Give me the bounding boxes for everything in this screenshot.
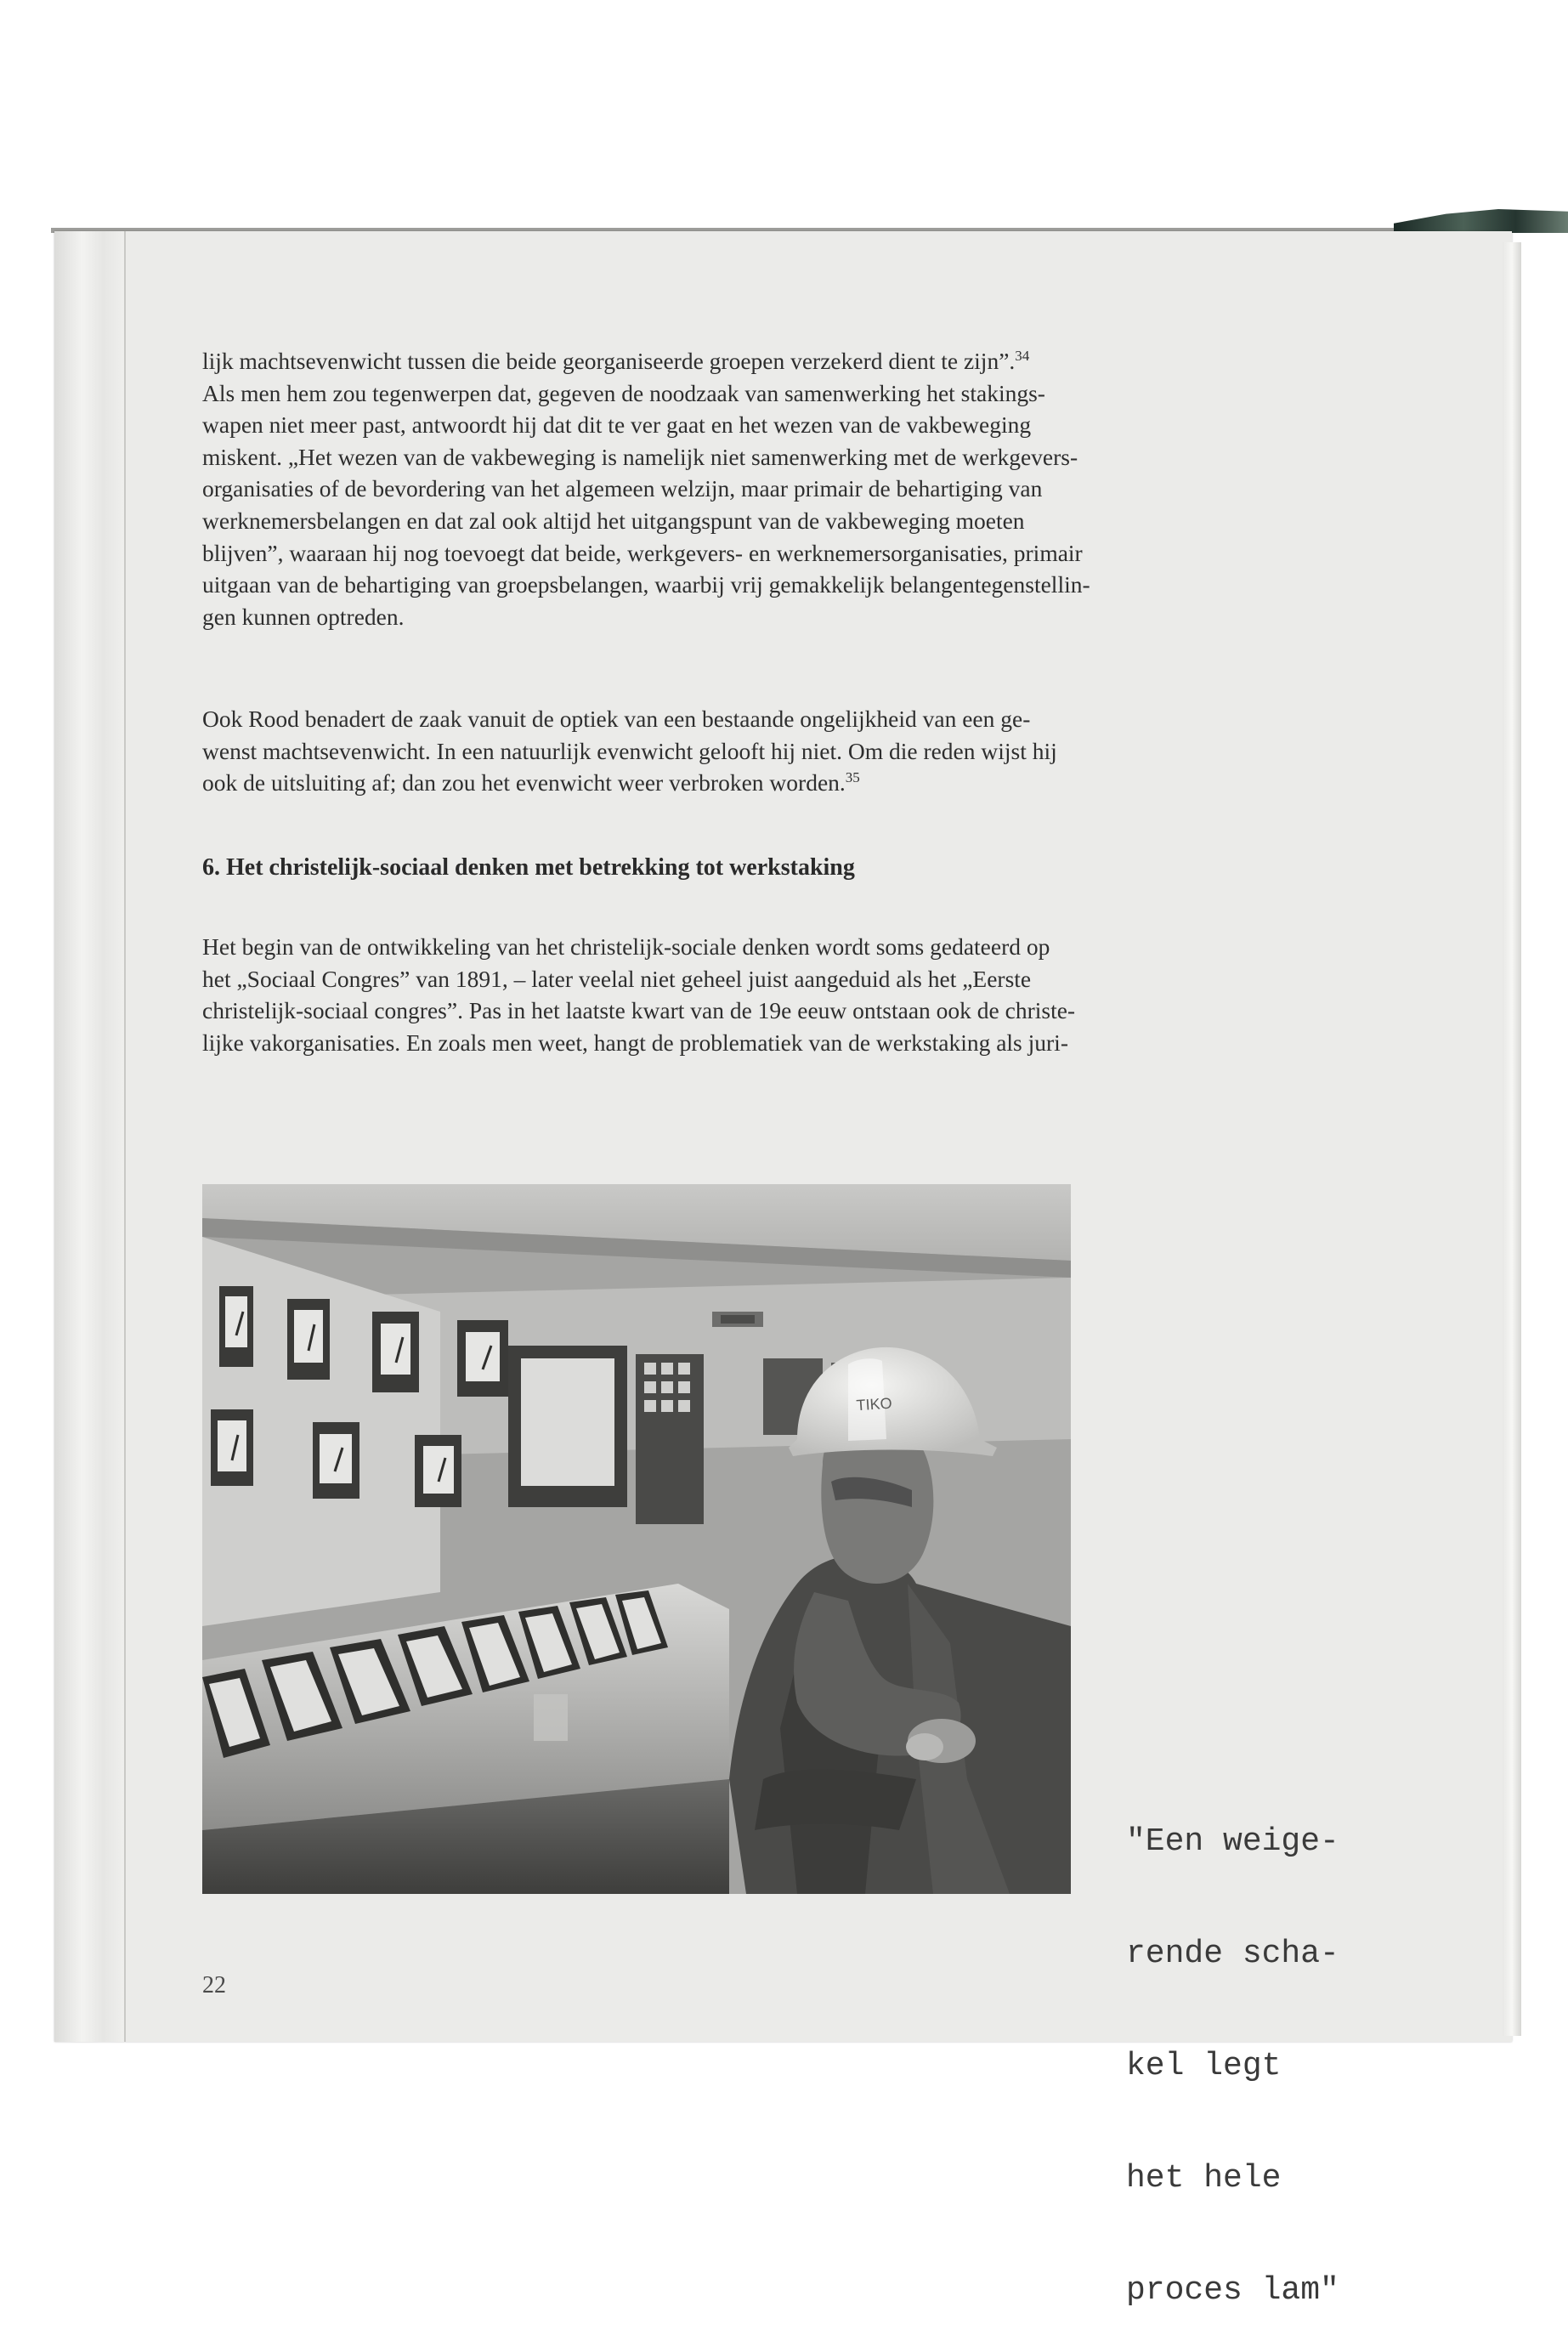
- text-line: miskent. „Het wezen van de vakbeweging is namelijk niet samenwerking met de werkgevers-: [202, 443, 1078, 470]
- text-line: christelijk-sociaal congres”. Pas in het laatste kwart van de 19e eeuw ontstaan ook de christe-: [202, 997, 1076, 1024]
- text-line: blijven”, waaraan hij nog toevoegt dat beide, werkgevers- en werknemersorganisaties, primair: [202, 539, 1083, 566]
- paragraph-christelijk-sociaal: [202, 931, 1382, 1058]
- helmet-label: TIKO: [855, 1394, 893, 1414]
- book-cover-corner: [1394, 209, 1568, 233]
- text-line: lijke vakorganisaties. En zoals men weet, hangt de problematiek van de werkstaking als juri-: [202, 1029, 1068, 1056]
- text-line: Het begin van de ontwikkeling van het christelijk-sociale denken wordt soms gedateerd op: [202, 933, 1050, 960]
- section-heading: 6. Het christelijk-sociaal denken met betrekking tot werkstaking: [202, 854, 855, 881]
- text-line: Als men hem zou tegenwerpen dat, gegeven de noodzaak van samenwerking het stakings-: [202, 379, 1045, 406]
- photo-control-room-worker: [202, 1184, 1071, 1894]
- text-line: wapen niet meer past, antwoordt hij dat dit te ver gaat en het wezen van de vakbeweging: [202, 411, 1032, 439]
- caption-line: proces lam": [1126, 2272, 1339, 2309]
- caption-line: "Een weige-: [1126, 1823, 1339, 1860]
- caption-line: rende scha-: [1126, 1936, 1339, 1972]
- paragraph-machtsevenwicht: [202, 345, 1382, 632]
- photo-caption: [1126, 1749, 1339, 2347]
- caption-line: het hele: [1126, 2160, 1282, 2197]
- book-spine-gutter: [54, 231, 124, 2042]
- caption-line: kel legt: [1126, 2048, 1282, 2084]
- text-line-content: ook de uitsluiting af; dan zou het evenwicht weer verbroken worden.: [202, 769, 846, 797]
- text-line: uitgaan van de behartiging van groepsbelangen, waarbij vrij gemakkelijk belangentegenstellin-: [202, 571, 1090, 598]
- page-number: 22: [202, 1972, 226, 1998]
- text-line: organisaties of de bevordering van het algemeen welzijn, maar primair de behartiging van: [202, 475, 1043, 502]
- footnote-marker: 34: [1015, 347, 1030, 364]
- text-line: [202, 345, 1382, 377]
- text-line-content: lijk machtsevenwicht tussen die beide georganiseerde groepen verzekerd dient te zijn”.: [202, 348, 1016, 374]
- text-line: gen kunnen optreden.: [202, 603, 405, 630]
- text-line: [202, 767, 1382, 799]
- paragraph-rood: [202, 703, 1382, 799]
- page-edge-right: [1503, 242, 1521, 2036]
- gutter-fold-line: [124, 231, 126, 2042]
- text-line: werknemersbelangen en dat zal ook altijd het uitgangspunt van de vakbeweging moeten: [202, 507, 1025, 534]
- text-line: het „Sociaal Congres” van 1891, – later veelal niet geheel juist aangeduid als het „Eerste: [202, 965, 1032, 992]
- photo-illustration: [202, 1184, 1071, 1894]
- footnote-marker: 35: [845, 769, 860, 786]
- text-line: wenst machtsevenwicht. In een natuurlijk evenwicht gelooft hij niet. Om die reden wijst hij: [202, 737, 1057, 764]
- text-line: Ook Rood benadert de zaak vanuit de optiek van een bestaande ongelijkheid van een ge-: [202, 706, 1031, 732]
